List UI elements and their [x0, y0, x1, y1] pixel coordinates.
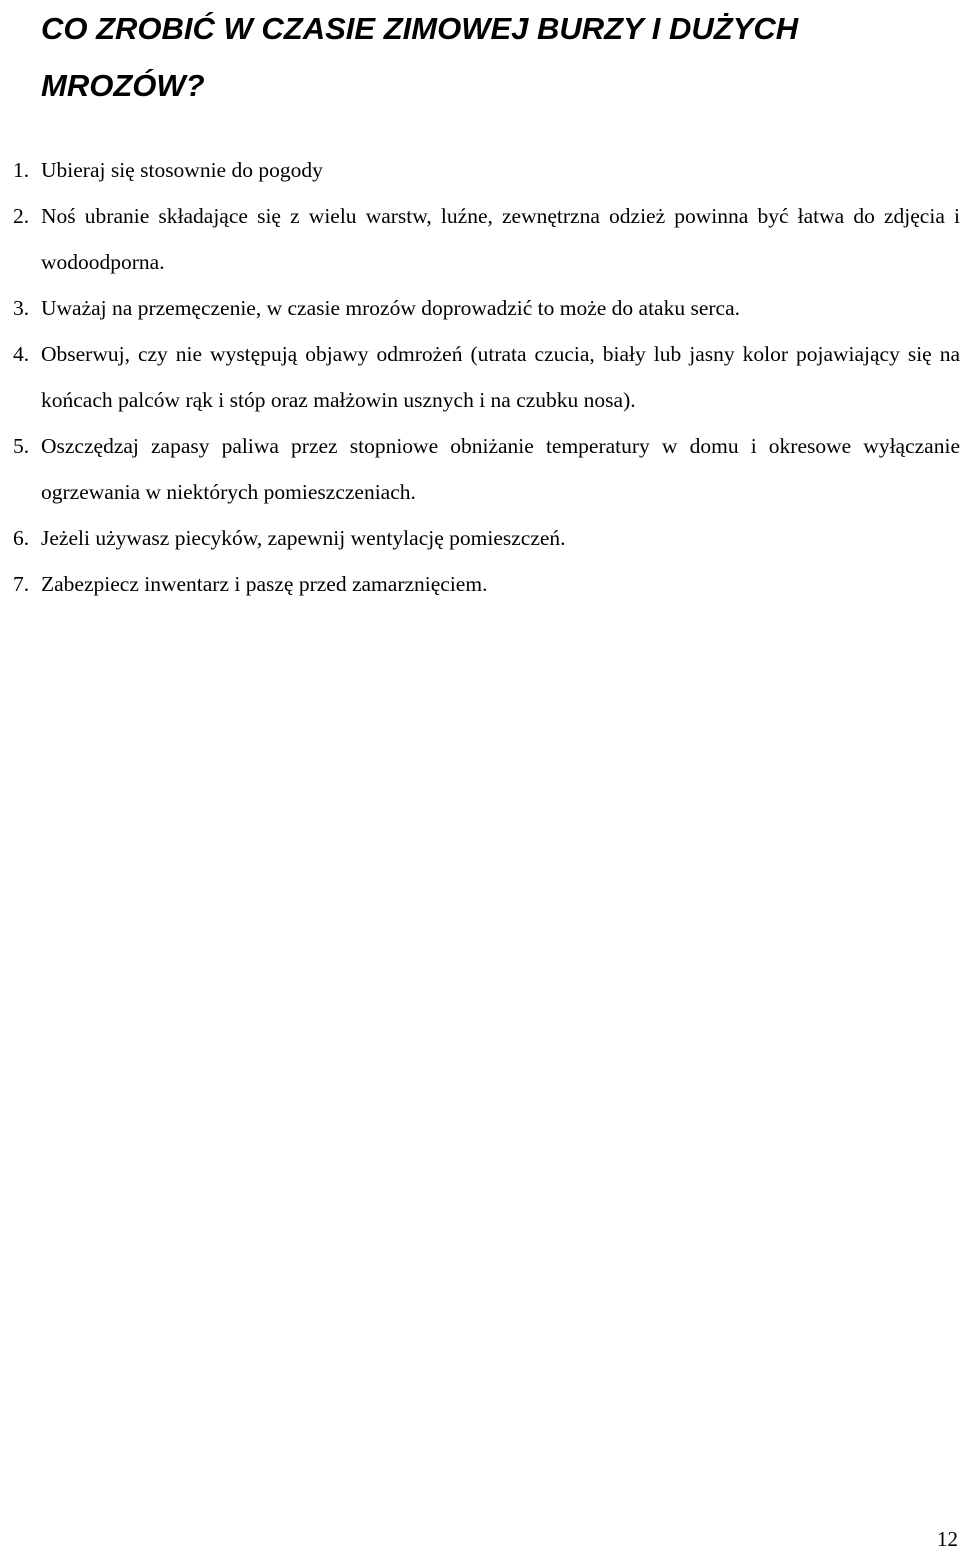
item-text: Oszczędzaj zapasy paliwa przez stopniowe obniżanie temperatury w domu i okresowe wyłączanie ogrzewania w niektórych pomieszczeniach.	[41, 434, 960, 504]
item-number: 6.	[13, 526, 30, 550]
item-number: 2.	[13, 204, 30, 228]
list-item	[0, 423, 960, 515]
item-text: Obserwuj, czy nie występują objawy odmrożeń (utrata czucia, biały lub jasny kolor pojawiający się na końcach palców rąk i stóp oraz małżowin usznych i na czubku nosa).	[41, 342, 960, 412]
item-text: Noś ubranie składające się z wielu warstw, luźne, zewnętrzna odzież powinna być łatwa do zdjęcia i wodoodporna.	[41, 204, 960, 274]
item-text: Zabezpiecz inwentarz i paszę przed zamarznięciem.	[41, 572, 488, 596]
item-number: 1.	[13, 158, 30, 182]
list-item	[0, 147, 960, 193]
item-text: Ubieraj się stosownie do pogody	[41, 158, 323, 182]
item-text: Jeżeli używasz piecyków, zapewnij wentylację pomieszczeń.	[41, 526, 566, 550]
item-number: 3.	[13, 296, 30, 320]
page-title: CO ZROBIĆ W CZASIE ZIMOWEJ BURZY I DUŻYCH MROZÓW?	[41, 11, 799, 103]
list-item	[0, 331, 960, 423]
page-number: 12	[937, 1527, 958, 1551]
list-item	[0, 561, 960, 607]
item-number: 4.	[13, 342, 30, 366]
item-number: 7.	[13, 572, 30, 596]
list-item	[0, 515, 960, 561]
item-text: Uważaj na przemęczenie, w czasie mrozów doprowadzić to może do ataku serca.	[41, 296, 741, 320]
list-item	[0, 193, 960, 285]
advice-list	[0, 147, 960, 607]
list-item	[0, 285, 960, 331]
item-number: 5.	[13, 434, 30, 458]
